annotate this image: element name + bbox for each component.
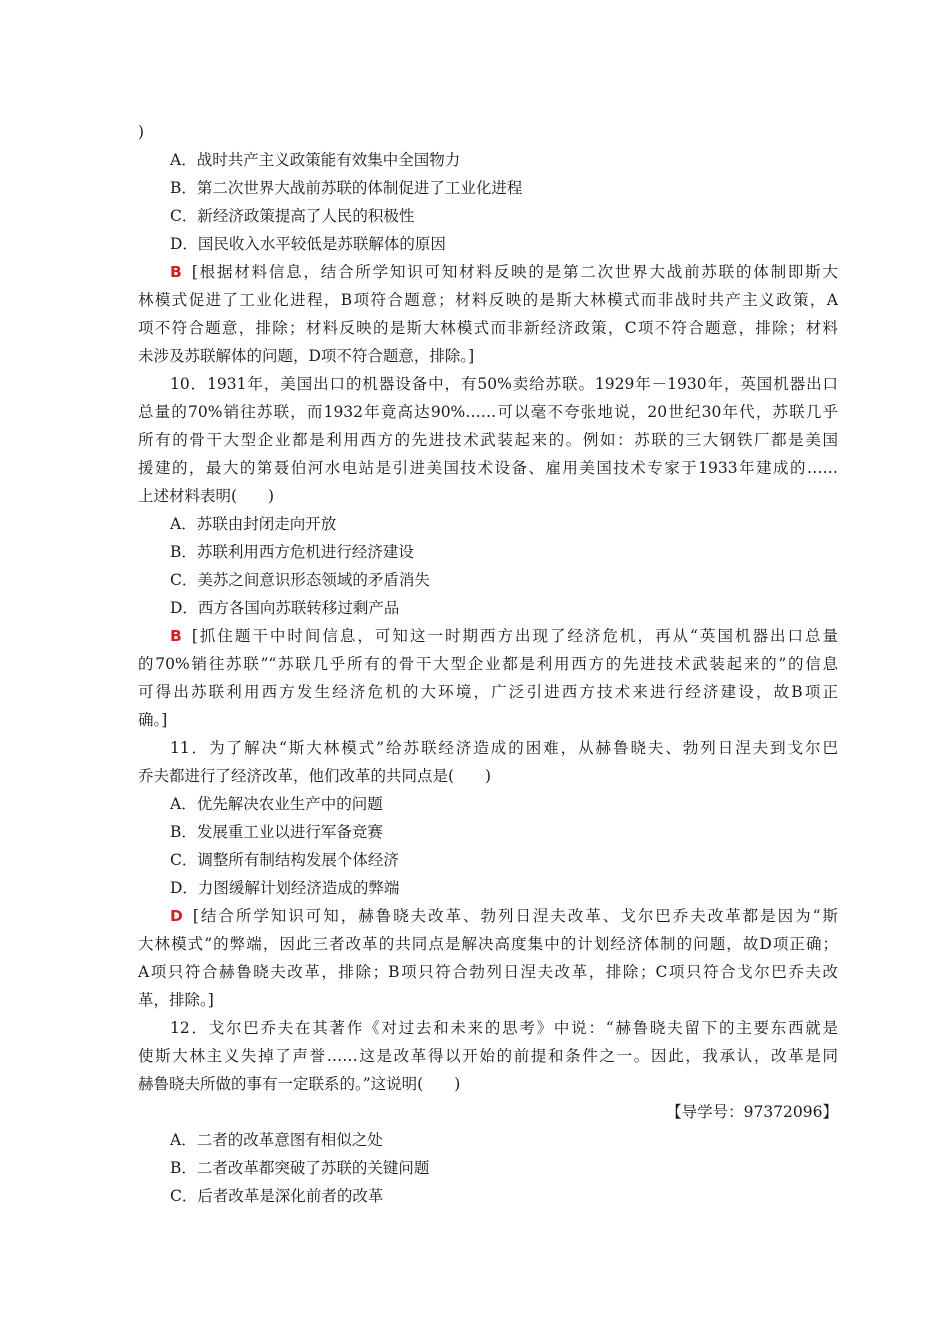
q10-stem-line-5: 上述材料表明( ): [138, 487, 275, 505]
q12-stem-line-1: 12．戈尔巴乔夫在其著作《对过去和未来的思考》中说：“赫鲁晓夫留下的主要东西就是: [170, 1019, 838, 1037]
q10-option-c: C．美苏之间意识形态领域的矛盾消失: [170, 571, 430, 589]
q10-explanation-line-1: B [抓住题干中时间信息，可知这一时期西方出现了经济危机，再从“英国机器出口总量: [170, 627, 838, 645]
q11-option-d: D．力图缓解计划经济造成的弊端: [170, 879, 400, 897]
q9-stem-tail: ): [138, 123, 145, 141]
q11-explanation-line-2: 大林模式”的弊端，因此三者改革的共同点是解决高度集中的计划经济体制的问题，故D项正确；: [138, 935, 838, 953]
q11-explanation-line-1: D [结合所学知识可知，赫鲁晓夫改革、勃列日涅夫改革、戈尔巴乔夫改革都是因为“斯: [170, 907, 838, 925]
q11-explanation-line-3: A项只符合赫鲁晓夫改革，排除；B项只符合勃列日涅夫改革，排除；C项只符合戈尔巴乔夫改: [138, 963, 838, 981]
q10-option-b: B．苏联利用西方危机进行经济建设: [170, 543, 414, 561]
q10-explanation-line-3: 可得出苏联利用西方发生经济危机的大环境，广泛引进西方技术来进行经济建设，故B项正: [138, 683, 838, 701]
q10-explanation-line-4: 确。]: [138, 711, 168, 729]
q9-option-d: D．国民收入水平较低是苏联解体的原因: [170, 235, 446, 253]
q12-option-a: A．二者的改革意图有相似之处: [170, 1131, 383, 1149]
q9-explanation-line-1: B [根据材料信息，结合所学知识可知材料反映的是第二次世界大战前苏联的体制即斯大: [170, 263, 838, 281]
q9-answer-letter: B: [170, 263, 182, 281]
q10-stem-line-3: 所有的骨干大型企业都是利用西方的先进技术武装起来的。例如：苏联的三大钢铁厂都是美国: [138, 431, 838, 449]
q11-option-c: C．调整所有制结构发展个体经济: [170, 851, 399, 869]
q10-answer-letter: B: [170, 627, 182, 645]
q10-option-d: D．西方各国向苏联转移过剩产品: [170, 599, 400, 617]
q12-option-c: C．后者改革是深化前者的改革: [170, 1187, 384, 1205]
q9-explanation-line-2: 林模式促进了工业化进程，B项符合题意；材料反映的是斯大林模式而非战时共产主义政策，A: [138, 291, 838, 309]
q9-option-b: B．第二次世界大战前苏联的体制促进了工业化进程: [170, 179, 523, 197]
q12-guide-number: 【导学号：97372096】: [666, 1103, 838, 1121]
q10-option-a: A．苏联由封闭走向开放: [170, 515, 337, 533]
q11-option-a: A．优先解决农业生产中的问题: [170, 795, 383, 813]
q10-stem-line-2: 总量的70%销往苏联，而1932年竟高达90%……可以毫不夸张地说，20世纪30年代，苏联几乎: [138, 403, 838, 421]
q12-option-b: B．二者改革都突破了苏联的关键问题: [170, 1159, 430, 1177]
q11-stem-line-1: 11．为了解决“斯大林模式”给苏联经济造成的困难，从赫鲁晓夫、勃列日涅夫到戈尔巴: [170, 739, 838, 757]
q10-stem-line-1: 10．1931年，美国出口的机器设备中，有50%卖给苏联。1929年－1930年，英国机器出口: [170, 375, 838, 393]
q9-option-a: A．战时共产主义政策能有效集中全国物力: [170, 151, 461, 169]
q11-stem-line-2: 乔夫都进行了经济改革，他们改革的共同点是( ): [138, 767, 492, 785]
q11-explanation-line-4: 革，排除。]: [138, 991, 214, 1009]
q11-answer-letter: D: [170, 907, 183, 925]
q11-option-b: B．发展重工业以进行军备竞赛: [170, 823, 383, 841]
q10-stem-line-4: 援建的，最大的第聂伯河水电站是引进美国技术设备、雇用美国技术专家于1933年建成的……: [138, 459, 838, 477]
q10-explanation-line-2: 的70%销往苏联”“苏联几乎所有的骨干大型企业都是利用西方的先进技术武装起来的”的信息: [138, 655, 838, 673]
q9-explanation-line-4: 未涉及苏联解体的问题，D项不符合题意，排除。]: [138, 347, 475, 365]
q12-stem-line-3: 赫鲁晓夫所做的事有一定联系的。”这说明( ): [138, 1075, 461, 1093]
q9-explanation-line-3: 项不符合题意，排除；材料反映的是斯大林模式而非新经济政策，C项不符合题意，排除；材料: [138, 319, 838, 337]
q12-stem-line-2: 使斯大林主义失掉了声誉……这是改革得以开始的前提和条件之一。因此，我承认，改革是同: [138, 1047, 838, 1065]
q9-option-c: C．新经济政策提高了人民的积极性: [170, 207, 415, 225]
